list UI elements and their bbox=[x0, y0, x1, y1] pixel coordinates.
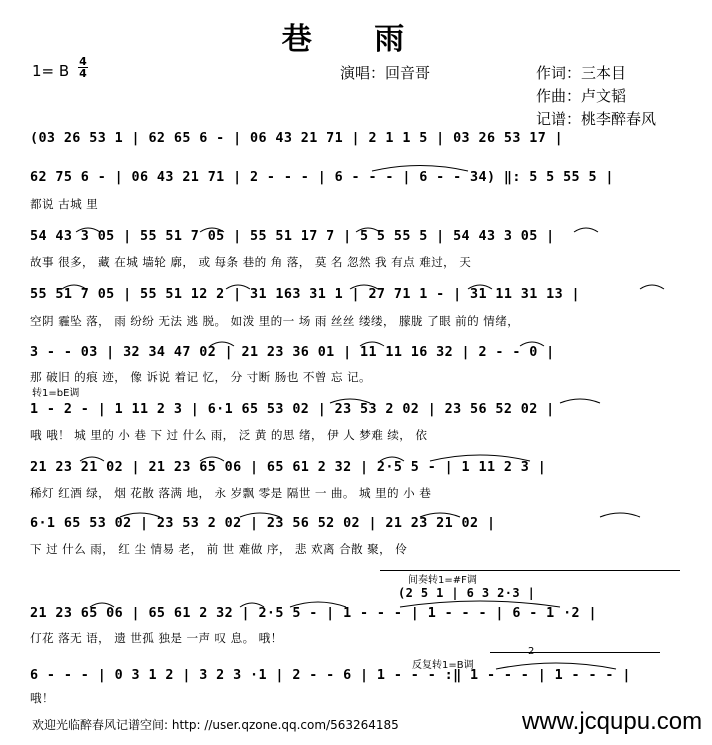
slur-mark bbox=[520, 342, 544, 346]
slur-mark bbox=[496, 663, 616, 669]
lyric-row-8: 下 过 什么 雨， 红 尘 情易 老， 前 世 难做 序， 悲 欢离 合散 聚， 伶 bbox=[30, 542, 408, 556]
interlude-notes: (2 5 1 | 6 3 2·3 | bbox=[398, 586, 536, 600]
transcriber-credit: 记谱：桃李醉春风 bbox=[536, 110, 657, 128]
composer-credit: 作曲：卢文韬 bbox=[536, 87, 627, 105]
slur-mark bbox=[200, 457, 224, 461]
slur-mark bbox=[90, 603, 114, 607]
lyric-row-2: 都说 古城 里 bbox=[30, 197, 99, 211]
slur-mark bbox=[356, 228, 380, 232]
lyric-row-9: 仃花 落无 语， 遗 世孤 独是 一声 叹 息。 哦！ bbox=[30, 631, 283, 645]
slur-mark bbox=[468, 285, 492, 289]
slur-mark bbox=[76, 228, 100, 232]
slur-mark bbox=[380, 457, 404, 461]
lyric-row-3: 故事 很多， 藏 在城 墙轮 廓， 或 每条 巷的 角 落， 莫 名 忽然 我 有点 难过， 天 bbox=[30, 255, 472, 269]
score-row-9: 21 23 65 06 | 65 61 2 32 | 2·5 5 - | 1 - - - | 1 - - - | 6 - 1 ·2 | bbox=[30, 606, 597, 621]
time-signature-top: 4 bbox=[79, 55, 87, 68]
slur-mark bbox=[640, 285, 664, 289]
page-title: 巷 雨 bbox=[281, 22, 431, 57]
key-signature: 1= B bbox=[32, 62, 70, 80]
slur-mark bbox=[360, 342, 384, 346]
slur-mark bbox=[200, 228, 224, 232]
slur-mark bbox=[120, 513, 160, 517]
slur-mark bbox=[240, 513, 280, 517]
slur-mark bbox=[372, 166, 468, 172]
slur-mark bbox=[62, 285, 86, 289]
slur-mark bbox=[80, 457, 104, 461]
slur-mark bbox=[560, 399, 600, 403]
slur-mark bbox=[600, 513, 640, 517]
singer-credit: 演唱：回音哥 bbox=[340, 64, 431, 82]
lyric-row-10: 哦！ bbox=[30, 691, 54, 705]
score-row-8: 6·1 65 53 02 | 23 53 2 02 | 23 56 52 02 | 21 23 21 02 | bbox=[30, 516, 496, 531]
slur-mark bbox=[350, 285, 378, 289]
watermark: www.jcqupu.com bbox=[522, 708, 703, 735]
lyric-row-4: 空阴 霾坠 落， 雨 纷纷 无法 逃 脱。 如泼 里的一 场 雨 丝丝 缕缕， 朦胧 了眼 前的 情绪， bbox=[30, 314, 520, 328]
score-row-5: 3 - - 03 | 32 34 47 02 | 21 23 36 01 | 11 11 16 32 | 2 - - 0 | bbox=[30, 345, 555, 360]
slur-mark bbox=[210, 342, 234, 346]
slur-mark bbox=[400, 601, 560, 607]
slur-mark bbox=[290, 602, 346, 607]
score-row-3: 54 43 3 05 | 55 51 7 05 | 55 51 17 7 | 5 5 55 5 | 54 43 3 05 | bbox=[30, 229, 555, 244]
repeat-annotation: 反复转1=B调 bbox=[412, 660, 474, 671]
score-row-4: 55 51 7 05 | 55 51 12 2 | 31 163 31 1 | 27 71 1 - | 31 11 31 13 | bbox=[30, 287, 581, 302]
score-row-2: 62 75 6 - | 06 43 21 71 | 2 - - - | 6 - - - | 6 - - 34) ‖: 5 5 55 5 | bbox=[30, 170, 614, 185]
lyricist-credit: 作词：三本目 bbox=[536, 64, 627, 82]
slur-mark bbox=[574, 228, 598, 232]
time-signature-bottom: 4 bbox=[79, 67, 87, 80]
slur-mark bbox=[330, 399, 370, 403]
footer-text: 欢迎光临醉春风记谱空间: http: //user.qzone.qq.com/563264185 bbox=[32, 718, 399, 732]
slur-mark bbox=[430, 455, 530, 461]
modulation-e-annotation: 转1=bE调 bbox=[32, 388, 80, 399]
lyric-row-6: 哦 哦！ 城 里的 小 巷 下 过 什么 雨， 泛 黄 的思 绪， 伊 人 梦难 续， 依 bbox=[30, 428, 428, 442]
slur-mark bbox=[240, 603, 264, 607]
lyric-row-7: 稀灯 红酒 绿， 烟 花散 落满 地， 永 岁飘 零是 隔世 一 曲。 城 里的 小 巷 bbox=[30, 486, 432, 500]
score-row-7: 21 23 21 02 | 21 23 65 06 | 65 61 2 32 | 2·5 5 - | 1 11 2 3 | bbox=[30, 460, 547, 475]
score-row-6: 1 - 2 - | 1 11 2 3 | 6·1 65 53 02 | 23 53 2 02 | 23 56 52 02 | bbox=[30, 402, 555, 417]
interlude-annotation: 间奏转1=#F调 bbox=[408, 575, 477, 586]
lyric-row-5: 那 破旧 的痕 迹， 像 诉说 着记 忆， 分 寸断 肠也 不曾 忘 记。 bbox=[30, 370, 371, 384]
score-row-1: (03 26 53 1 | 62 65 6 - | 06 43 21 71 | 2 1 1 5 | 03 26 53 17 | bbox=[30, 131, 564, 146]
slur-mark bbox=[226, 285, 250, 289]
slur-mark bbox=[420, 513, 460, 517]
score-row-10: 6 - - - | 0 3 1 2 | 3 2 3 ·1 | 2 - - 6 | 1 - - - :‖ 1 - - - | 1 - - - | bbox=[30, 668, 631, 683]
